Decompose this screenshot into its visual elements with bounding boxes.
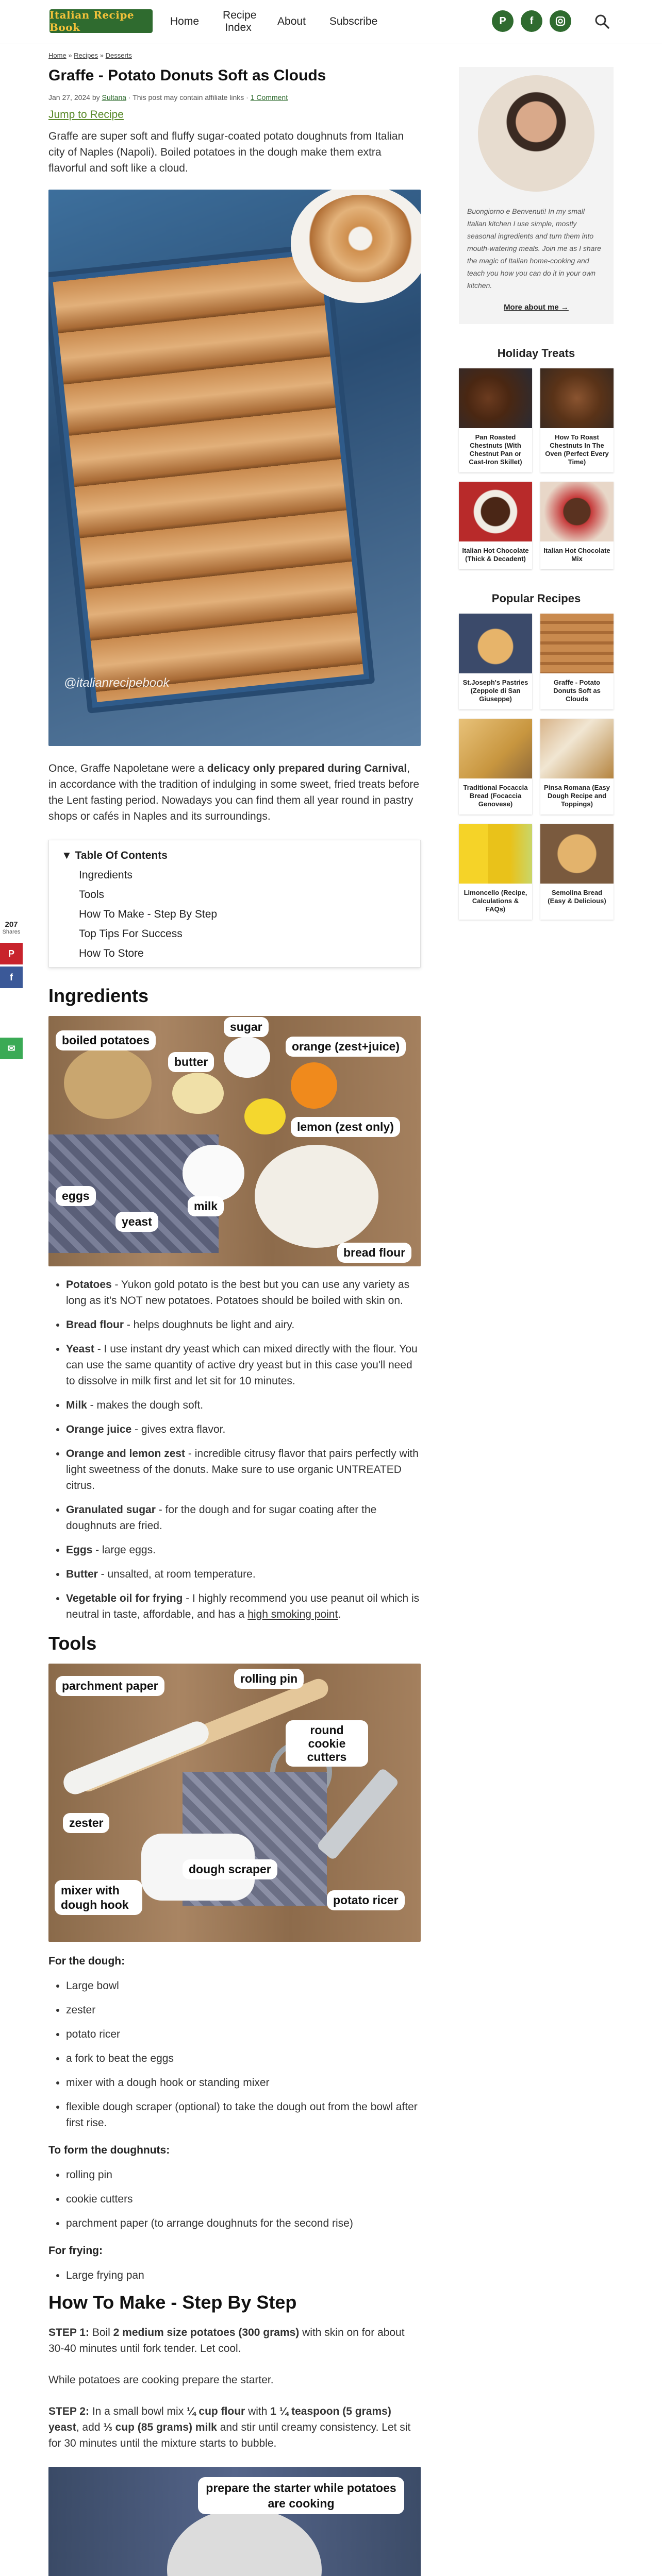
photo-label: boiled potatoes bbox=[56, 1030, 156, 1050]
ingredients-list bbox=[66, 1277, 421, 1622]
tools-form-list bbox=[66, 2167, 421, 2231]
comments-link[interactable]: 1 Comment bbox=[250, 93, 288, 101]
list-item: • Potatoes - Yukon gold potato is the best but you can use any variety as long as it's NOT new potatoes. Potatoes should be boiled with skin on. bbox=[66, 1277, 421, 1309]
nav-subscribe[interactable]: Subscribe bbox=[329, 15, 378, 27]
lemon bbox=[244, 1098, 286, 1134]
site-logo[interactable]: Italian Recipe Book bbox=[49, 9, 153, 33]
breadcrumb-recipes[interactable]: Recipes bbox=[74, 52, 98, 59]
smoking-point-link[interactable]: high smoking point bbox=[247, 1608, 338, 1620]
breadcrumb-home[interactable]: Home bbox=[48, 52, 67, 59]
holiday-card[interactable]: Italian Hot Chocolate (Thick & Decadent) bbox=[459, 482, 532, 569]
popular-card[interactable]: Graffe - Potato Donuts Soft as Clouds bbox=[540, 614, 614, 709]
toc-toggle[interactable]: ▼ Table Of Contents bbox=[61, 850, 168, 861]
list-item: • Large frying pan bbox=[66, 2267, 421, 2283]
tools-fry-list bbox=[66, 2267, 421, 2283]
list-item: • Yeast - I use instant dry yeast which can mixed directly with the flour. You can use the same quantity of active dry yeast but in this case you'll need to dissolve in milk first and let sit for 10 minutes. bbox=[66, 1341, 421, 1389]
holiday-grid bbox=[459, 368, 614, 569]
list-item: • a fork to beat the eggs bbox=[66, 2050, 421, 2066]
instagram-icon[interactable] bbox=[550, 10, 571, 32]
nav-about[interactable]: About bbox=[277, 15, 306, 27]
page-title: Graffe - Potato Donuts Soft as Clouds bbox=[48, 67, 326, 84]
popular-card[interactable]: Limoncello (Recipe, Calculations & FAQs) bbox=[459, 824, 532, 920]
photo-label: round cookie cutters bbox=[286, 1720, 368, 1767]
sidebar bbox=[459, 67, 614, 920]
photo-label: rolling pin bbox=[234, 1669, 304, 1689]
steps-heading: How To Make - Step By Step bbox=[48, 2292, 297, 2313]
tools-heading: Tools bbox=[48, 1633, 97, 1654]
flour-bowl bbox=[255, 1145, 378, 1248]
facebook-icon[interactable]: f bbox=[521, 10, 542, 32]
photo-label: yeast bbox=[115, 1212, 158, 1232]
photo-label: potato ricer bbox=[327, 1890, 405, 1910]
list-item: • Milk - makes the dough soft. bbox=[66, 1397, 421, 1413]
list-item: • Orange and lemon zest - incredible citrusy flavor that pairs perfectly with light sweetness of the donuts. Make sure to use organic UNTREATED citrus. bbox=[66, 1446, 421, 1494]
donut-rows bbox=[53, 254, 364, 702]
potatoes-bowl bbox=[64, 1047, 152, 1119]
share-pinterest-button[interactable]: P bbox=[0, 943, 23, 964]
main-nav bbox=[170, 0, 377, 43]
tools-fry-title: For frying: bbox=[48, 2245, 103, 2257]
toc-item-how-to-store[interactable]: How To Store bbox=[79, 947, 144, 959]
list-item: • flexible dough scraper (optional) to take the dough out from the bowl after first rise. bbox=[66, 2099, 421, 2131]
photo-label: sugar bbox=[224, 1017, 269, 1037]
breadcrumb: Home » Recipes » Desserts bbox=[48, 52, 132, 59]
ingredients-heading: Ingredients bbox=[48, 985, 149, 1006]
share-email-button[interactable]: ✉ bbox=[0, 1038, 23, 1059]
list-item: • mixer with a dough hook or standing mixer bbox=[66, 2075, 421, 2091]
list-item: • Granulated sugar - for the dough and for sugar coating after the doughnuts are fried. bbox=[66, 1502, 421, 1534]
step-2: STEP 2: In a small bowl mix ¼ cup flour with 1 ¼ teaspoon (5 grams) yeast, add ⅓ cup (85 grams) milk and stir until creamy consistency. Let sit for 30 minutes until the mixture starts to bubble. bbox=[48, 2405, 411, 2449]
starter-bowl bbox=[167, 2508, 322, 2576]
toc-item-tools[interactable]: Tools bbox=[79, 889, 105, 901]
list-item: • parchment paper (to arrange doughnuts for the second rise) bbox=[66, 2215, 421, 2231]
photo-label: milk bbox=[188, 1196, 224, 1216]
list-item: • zester bbox=[66, 2002, 421, 2018]
article bbox=[48, 52, 421, 2576]
list-item: • Bread flour - helps doughnuts be light and airy. bbox=[66, 1317, 421, 1333]
photo-label: bread flour bbox=[337, 1243, 411, 1263]
author-link[interactable]: Sultana bbox=[102, 93, 127, 101]
single-donut bbox=[306, 195, 415, 282]
orange bbox=[291, 1062, 337, 1109]
share-facebook-button[interactable]: f bbox=[0, 967, 23, 988]
step-1: STEP 1: Boil 2 medium size potatoes (300 grams) with skin on for about 30-40 minutes until fork tender. Let cool. bbox=[48, 2327, 405, 2354]
thumb-image bbox=[540, 482, 614, 541]
photo-label: prepare the starter while potatoes are cooking bbox=[198, 2477, 404, 2514]
toc-item-ingredients[interactable]: Ingredients bbox=[79, 869, 133, 881]
photo-label: dough scraper bbox=[183, 1859, 277, 1879]
list-item: • Eggs - large eggs. bbox=[66, 1542, 421, 1558]
list-item: • Orange juice - gives extra flavor. bbox=[66, 1421, 421, 1437]
thumb-image bbox=[459, 614, 532, 673]
step-1-note: While potatoes are cooking prepare the starter. bbox=[48, 2374, 274, 2386]
thumb-image bbox=[459, 482, 532, 541]
list-item: • rolling pin bbox=[66, 2167, 421, 2183]
list-item: • Large bowl bbox=[66, 1978, 421, 1994]
photo-label: lemon (zest only) bbox=[291, 1117, 400, 1137]
toc-item-top-tips[interactable]: Top Tips For Success bbox=[79, 928, 183, 940]
photo-watermark: @italianrecipebook bbox=[64, 676, 170, 690]
breadcrumb-desserts[interactable]: Desserts bbox=[105, 52, 132, 59]
post-meta: Jan 27, 2024 by Sultana · This post may contain affiliate links · 1 Comment bbox=[48, 93, 288, 101]
thumb-image bbox=[459, 368, 532, 428]
toc-item-how-to-make[interactable]: How To Make - Step By Step bbox=[79, 908, 218, 920]
holiday-treats-heading: Holiday Treats bbox=[497, 347, 575, 360]
photo-label: eggs bbox=[56, 1186, 96, 1206]
ingredients-photo bbox=[48, 1016, 421, 1266]
nav-home[interactable]: Home bbox=[170, 15, 200, 27]
photo-label: zester bbox=[63, 1813, 109, 1833]
about-card bbox=[459, 67, 614, 324]
photo-label: butter bbox=[168, 1052, 214, 1072]
about-text: Buongiorno e Benvenuti! In my small Italian kitchen I use simple, mostly seasonal ingredients and turn them into mouth-watering meals. Join me as I share the magic of Italian home-cooking and teach you how you can do it in your own kitchen. bbox=[467, 207, 601, 290]
search-icon[interactable] bbox=[592, 11, 613, 32]
popular-grid bbox=[459, 614, 614, 920]
thumb-image bbox=[459, 824, 532, 884]
popular-card[interactable]: Traditional Focaccia Bread (Focaccia Genovese) bbox=[459, 719, 532, 815]
nav-recipe-index[interactable]: Recipe Index bbox=[223, 9, 257, 33]
share-counter: 207 Shares bbox=[2, 920, 21, 935]
thumb-image bbox=[540, 824, 614, 884]
pinterest-icon[interactable]: P bbox=[492, 10, 514, 32]
list-item: • Vegetable oil for frying - I highly recommend you use peanut oil which is neutral in taste, affordable, and has a high smoking point. bbox=[66, 1590, 421, 1622]
tools-photo bbox=[48, 1664, 421, 1942]
more-about-me-link[interactable]: More about me → bbox=[504, 303, 569, 312]
sugar-bowl bbox=[224, 1037, 270, 1078]
popular-card[interactable]: Pinsa Romana (Easy Dough Recipe and Toppings) bbox=[540, 719, 614, 815]
thumb-image bbox=[540, 719, 614, 778]
site-header bbox=[0, 0, 662, 43]
holiday-card[interactable]: Pan Roasted Chestnuts (With Chestnut Pan or Cast-Iron Skillet) bbox=[459, 368, 532, 472]
popular-card[interactable]: Semolina Bread (Easy & Delicious) bbox=[540, 824, 614, 920]
list-item: • cookie cutters bbox=[66, 2191, 421, 2207]
holiday-card[interactable]: Italian Hot Chocolate Mix bbox=[540, 482, 614, 569]
author-avatar bbox=[478, 75, 594, 192]
holiday-card[interactable]: How To Roast Chestnuts In The Oven (Perfect Every Time) bbox=[540, 368, 614, 472]
tools-dough-list bbox=[66, 1978, 421, 2131]
milk-bowl bbox=[183, 1145, 244, 1201]
thumb-image bbox=[540, 614, 614, 673]
butter-plate bbox=[172, 1073, 224, 1114]
popular-recipes-heading: Popular Recipes bbox=[491, 592, 581, 605]
list-item: • potato ricer bbox=[66, 2026, 421, 2042]
table-of-contents bbox=[48, 840, 421, 968]
step-photo-starter bbox=[48, 2467, 421, 2576]
photo-label: parchment paper bbox=[56, 1676, 164, 1696]
photo-label: orange (zest+juice) bbox=[286, 1037, 406, 1057]
list-item: • Butter - unsalted, at room temperature. bbox=[66, 1566, 421, 1582]
tools-form-title: To form the doughnuts: bbox=[48, 2144, 170, 2156]
jump-to-recipe-link[interactable]: Jump to Recipe bbox=[48, 109, 124, 121]
thumb-image bbox=[540, 368, 614, 428]
hero-photo bbox=[48, 190, 421, 746]
popular-card[interactable]: St.Joseph's Pastries (Zeppole di San Giuseppe) bbox=[459, 614, 532, 709]
intro-paragraph: Graffe are super soft and fluffy sugar-coated potato doughnuts from Italian city of Naples (Napoli). Boiled potatoes in the dough make them extra flavorful and soft like a cloud. bbox=[48, 130, 404, 174]
thumb-image bbox=[459, 719, 532, 778]
photo-label: mixer with dough hook bbox=[55, 1880, 142, 1915]
tools-dough-title: For the dough: bbox=[48, 1955, 125, 1967]
carnival-paragraph: Once, Graffe Napoletane were a delicacy only prepared during Carnival, in accordance with the tradition of indulging in some sweet, fried treats before the Lent fasting period. Nowadays you can find them all year round in pastry shops or cafés in Naples and its surroundings. bbox=[48, 762, 420, 822]
